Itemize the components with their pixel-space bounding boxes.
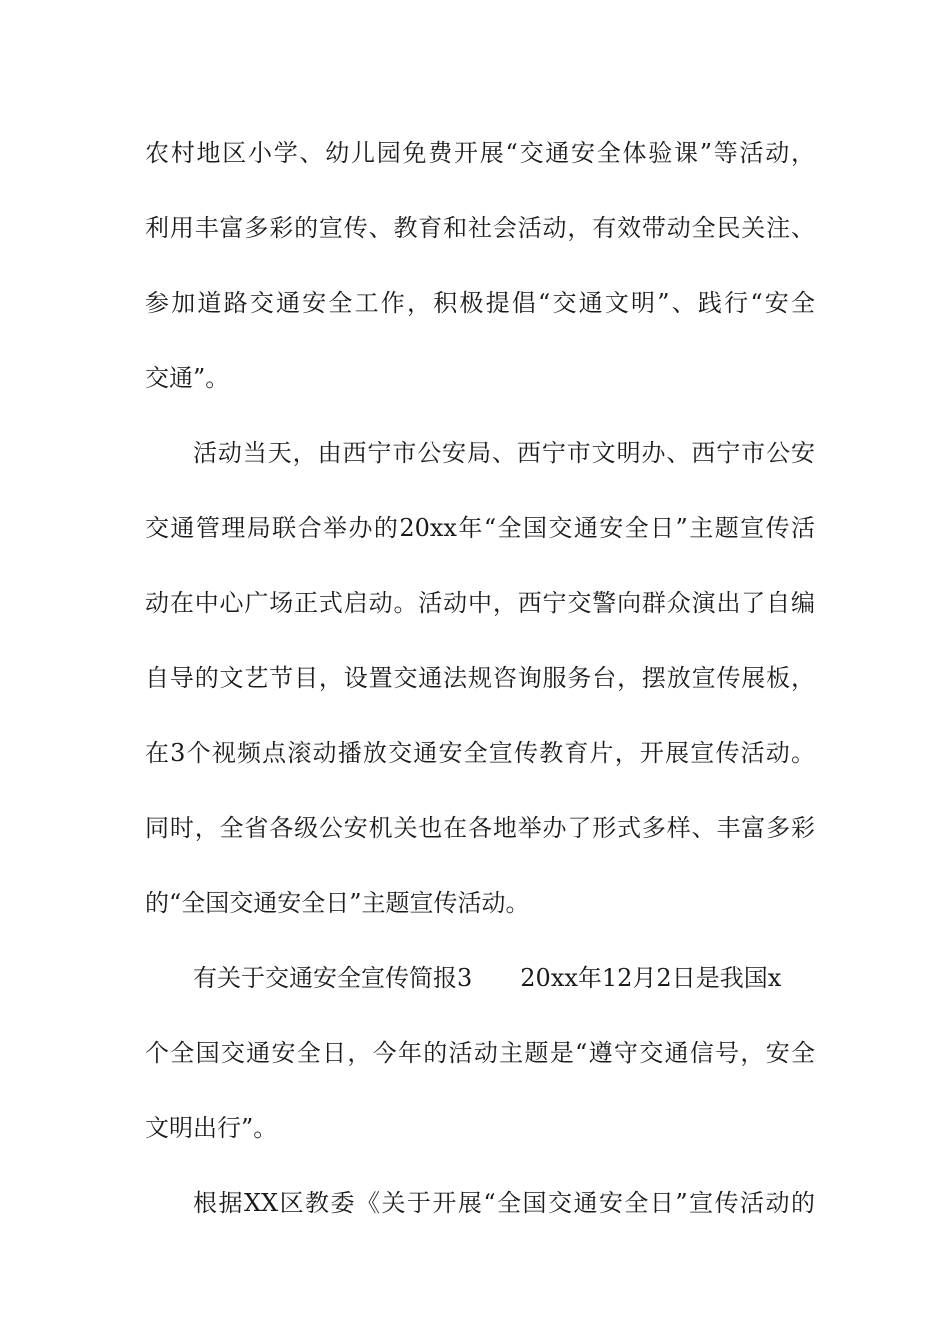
paragraph-3-line-1-text: 20xx年12月2日是我国x bbox=[520, 964, 782, 992]
paragraph-3-line-3: 文明出行”。 bbox=[145, 1114, 278, 1142]
paragraph-2-line-2: 交通管理局联合举办的20xx年“全国交通安全日”主题宣传活 bbox=[145, 514, 815, 542]
paragraph-2-line-1: 活动当天，由西宁市公安局、西宁市文明办、西宁市公安 bbox=[193, 439, 815, 467]
paragraph-3-line-1 bbox=[193, 958, 815, 998]
paragraph-1-line-3: 参加道路交通安全工作，积极提倡“交通文明”、践行“安全 bbox=[145, 289, 815, 317]
paragraph-1-line-2: 利用丰富多彩的宣传、教育和社会活动，有效带动全民关注、 bbox=[145, 214, 815, 242]
paragraph-2-line-5: 在3个视频点滚动播放交通安全宣传教育片，开展宣传活动。 bbox=[145, 739, 815, 767]
paragraph-1-line-1: 农村地区小学、幼儿园免费开展“交通安全体验课”等活动， bbox=[145, 139, 815, 167]
paragraph-2-line-3: 动在中心广场正式启动。活动中，西宁交警向群众演出了自编 bbox=[145, 589, 815, 617]
paragraph-1-line-4: 交通”。 bbox=[145, 364, 230, 392]
paragraph-2-line-7: 的“全国交通安全日”主题宣传活动。 bbox=[145, 889, 530, 917]
paragraph-2-line-6: 同时，全省各级公安机关也在各地举办了形式多样、丰富多彩 bbox=[145, 814, 815, 842]
paragraph-4-line-1: 根据XX区教委《关于开展“全国交通安全日”宣传活动的 bbox=[193, 1189, 815, 1217]
report-heading: 有关于交通安全宣传简报3 bbox=[193, 964, 473, 992]
paragraph-3-line-2: 个全国交通安全日，今年的活动主题是“遵守交通信号，安全 bbox=[145, 1039, 815, 1067]
paragraph-2-line-4: 自导的文艺节目，设置交通法规咨询服务台，摆放宣传展板， bbox=[145, 664, 815, 692]
